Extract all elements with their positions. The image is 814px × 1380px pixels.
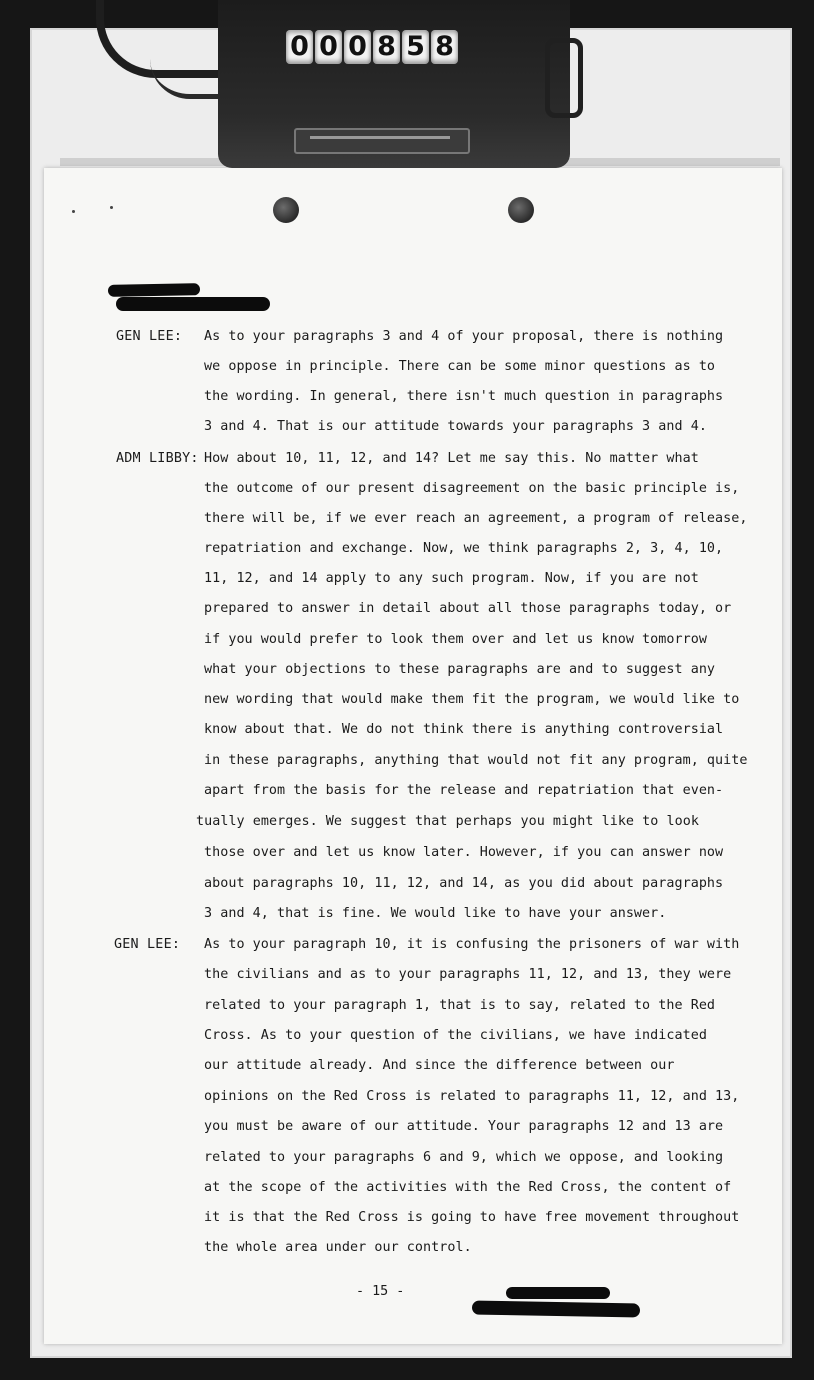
text-line: prepared to answer in detail about all those paragraphs today, or [204,601,732,616]
text-line: what your objections to these paragraphs are and to suggest any [204,662,716,677]
text-line: you must be aware of our attitude. Your paragraphs 12 and 13 are [204,1119,724,1134]
text-line: related to your paragraphs 6 and 9, which we oppose, and looking [204,1150,724,1165]
text-line: 11, 12, and 14 apply to any such program. Now, if you are not [204,571,699,586]
text-line: there will be, if we ever reach an agreement, a program of release, [204,511,748,526]
page-number: - 15 - [356,1284,405,1299]
text-line: Cross. As to your question of the civilians, we have indicated [204,1028,707,1043]
text-line: the outcome of our present disagreement on the basic principle is, [204,481,740,496]
speaker-label: GEN LEE: [114,937,181,952]
text-line: tually emerges. We suggest that perhaps you might like to look [196,814,699,829]
text-line: opinions on the Red Cross is related to paragraphs 11, 12, and 13, [204,1089,740,1104]
text-line: the wording. In general, there isn't much question in paragraphs [204,389,724,404]
text-line: we oppose in principle. There can be some minor questions as to [204,359,716,374]
text-line: repatriation and exchange. Now, we think paragraphs 2, 3, 4, 10, [204,541,724,556]
text-line: As to your paragraph 10, it is confusing the prisoners of war with [204,937,740,952]
text-line: new wording that would make them fit the program, we would like to [204,692,740,707]
counter-digit: 5 [402,30,429,64]
text-line: our attitude already. And since the difference between our [204,1058,675,1073]
counter-digit: 0 [286,30,313,64]
text-line: How about 10, 11, 12, and 14? Let me say this. No matter what [204,451,699,466]
text-line: at the scope of the activities with the Red Cross, the content of [204,1180,732,1195]
text-line: related to your paragraph 1, that is to say, related to the Red [204,998,716,1013]
text-line: know about that. We do not think there is anything controversial [204,722,724,737]
text-line: those over and let us know later. However, if you can answer now [204,845,724,860]
text-line: 3 and 4. That is our attitude towards your paragraphs 3 and 4. [204,419,707,434]
text-line: 3 and 4, that is fine. We would like to have your answer. [204,906,667,921]
speaker-label: ADM LIBBY: [116,451,199,466]
text-line: it is that the Red Cross is going to have free movement throughout [204,1210,740,1225]
speaker-label: GEN LEE: [116,329,183,344]
text-line: about paragraphs 10, 11, 12, and 14, as you did about paragraphs [204,876,724,891]
text-line: if you would prefer to look them over and let us know tomorrow [204,632,707,647]
text-line: the civilians and as to your paragraphs 11, 12, and 13, they were [204,967,732,982]
counter-digit: 0 [344,30,371,64]
text-line: As to your paragraphs 3 and 4 of your proposal, there is nothing [204,329,724,344]
text-line: the whole area under our control. [204,1240,472,1255]
counter-digit: 8 [431,30,458,64]
text-line: apart from the basis for the release and repatriation that even- [204,783,724,798]
text-line: in these paragraphs, anything that would not fit any program, quite [204,753,748,768]
counter-digit: 0 [315,30,342,64]
counter-digit: 8 [373,30,400,64]
